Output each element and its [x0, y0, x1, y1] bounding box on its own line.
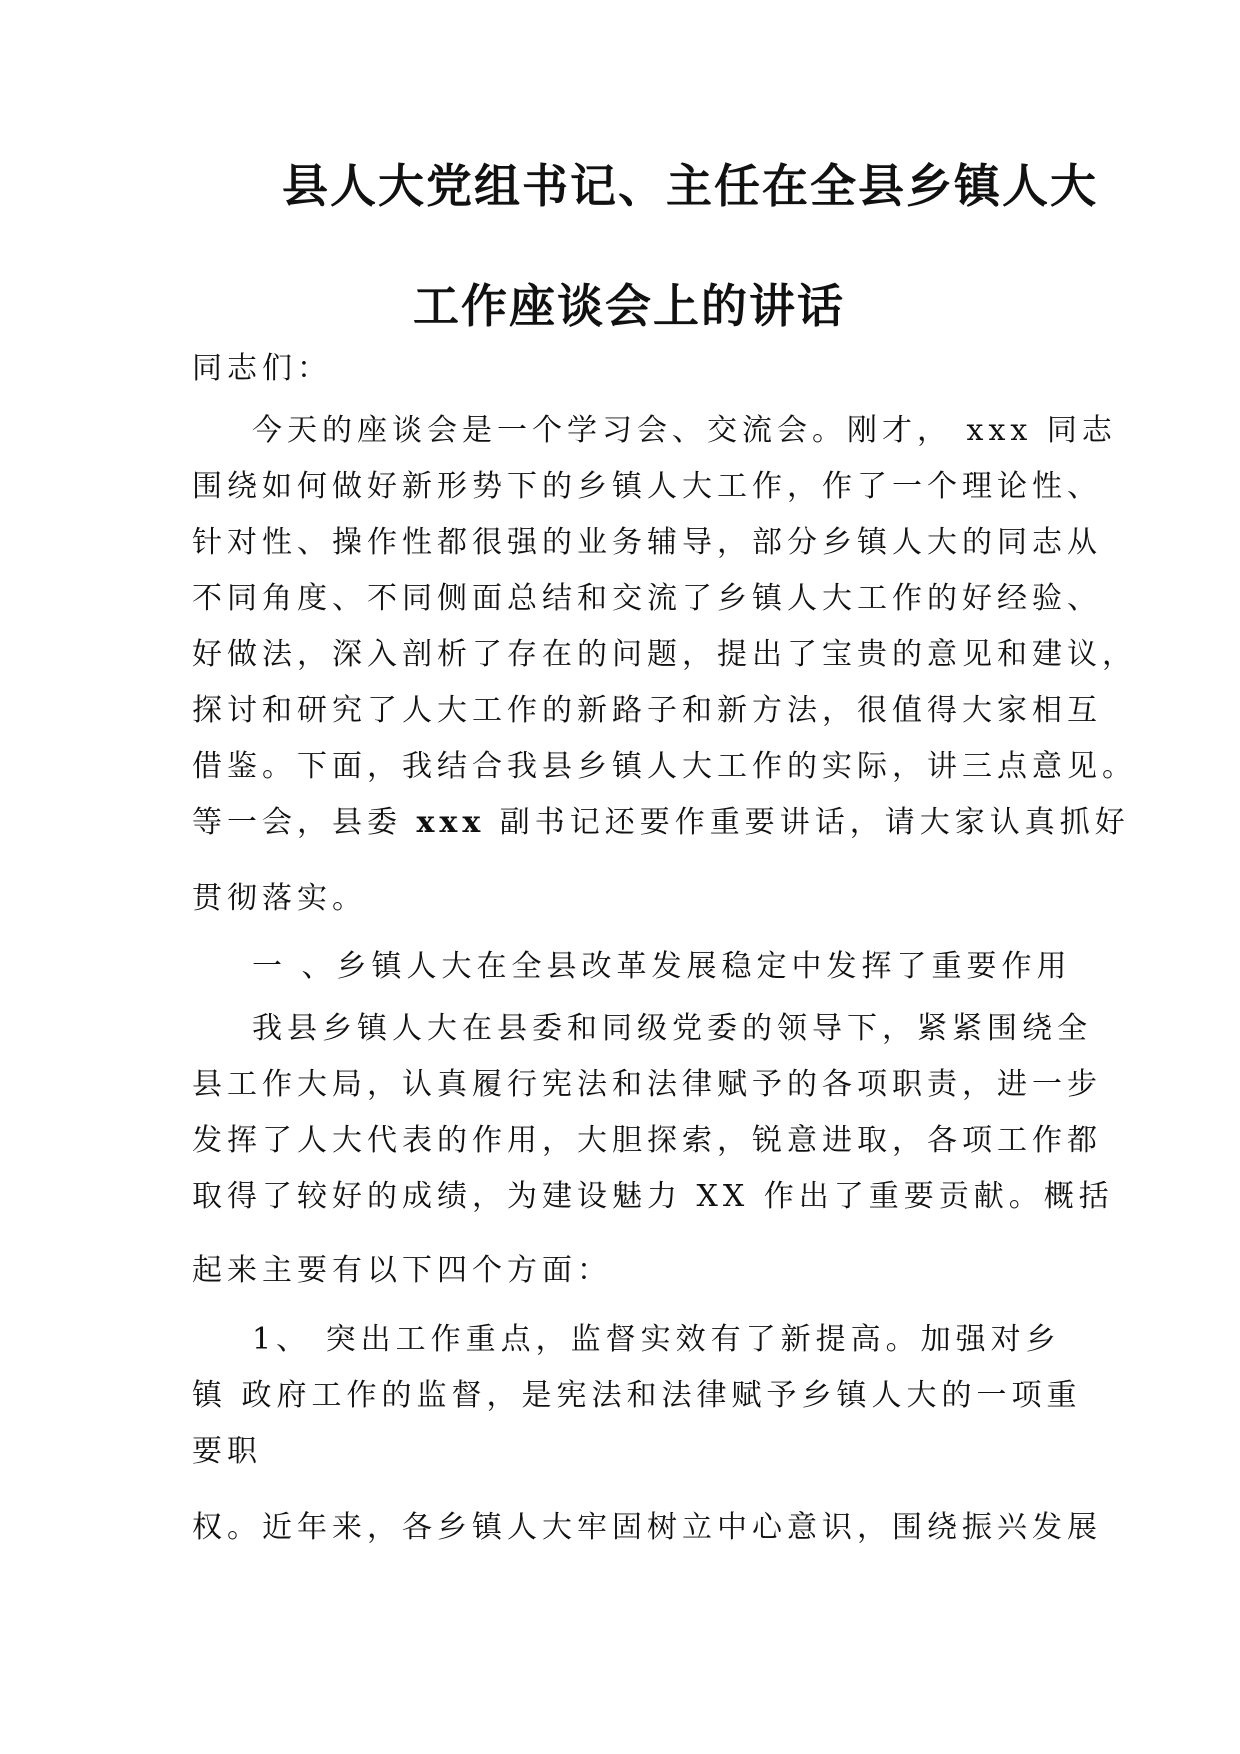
line-8-bold-placeholder: xxx — [416, 805, 486, 840]
salutation: 同志们： — [192, 351, 332, 386]
paragraph-2-line-5: 起来主要有以下四个方面： — [192, 1253, 612, 1288]
paragraph-1-line-4: 不同角度、不同侧面总结和交流了乡镇人大工作的好经验、 — [192, 581, 1102, 616]
paragraph-1-line-2: 围绕如何做好新形势下的乡镇人大工作，作了一个理论性、 — [192, 469, 1102, 504]
paragraph-1-line-9: 贯彻落实。 — [192, 881, 367, 916]
line-8-text-after: 副书记还要作重要讲话，请大家认真抓好 — [485, 805, 1130, 840]
title-line-1: 县人大党组书记、主任在全县乡镇人大 — [282, 159, 1098, 213]
point-1-line-2: 镇 政府工作的监督，是宪法和法律赋予乡镇人大的一项重 — [192, 1378, 1082, 1413]
paragraph-1-line-1: 今天的座谈会是一个学习会、交流会。刚才， xxx 同志 — [252, 413, 1117, 448]
paragraph-2-line-4: 取得了较好的成绩，为建设魅力 XX 作出了重要贡献。概括 — [192, 1179, 1114, 1214]
section-heading-1: 一 、乡镇人大在全县改革发展稳定中发挥了重要作用 — [252, 949, 1072, 984]
paragraph-2-line-2: 县工作大局，认真履行宪法和法律赋予的各项职责，进一步 — [192, 1067, 1102, 1102]
paragraph-2-line-3: 发挥了人大代表的作用，大胆探索，锐意进取，各项工作都 — [192, 1123, 1102, 1158]
paragraph-1-line-6: 探讨和研究了人大工作的新路子和新方法，很值得大家相互 — [192, 693, 1102, 728]
paragraph-1-line-8 — [192, 797, 1130, 841]
paragraph-1-line-3: 针对性、操作性都很强的业务辅导，部分乡镇人大的同志从 — [192, 525, 1102, 560]
paragraph-2-line-1: 我县乡镇人大在县委和同级党委的领导下，紧紧围绕全 — [252, 1011, 1092, 1046]
point-1-line-3: 要职 — [192, 1434, 262, 1469]
paragraph-1-line-7: 借鉴。下面，我结合我县乡镇人大工作的实际，讲三点意见。 — [192, 749, 1137, 784]
paragraph-1-line-5: 好做法，深入剖析了存在的问题，提出了宝贵的意见和建议， — [192, 637, 1137, 672]
point-1-line-4: 权。近年来，各乡镇人大牢固树立中心意识，围绕振兴发展 — [192, 1510, 1102, 1545]
line-8-text-before: 等一会，县委 — [192, 805, 417, 840]
point-1-line-1: 1、 突出工作重点，监督实效有了新提高。加强对乡 — [252, 1322, 1061, 1357]
title-line-2: 工作座谈会上的讲话 — [413, 279, 845, 333]
